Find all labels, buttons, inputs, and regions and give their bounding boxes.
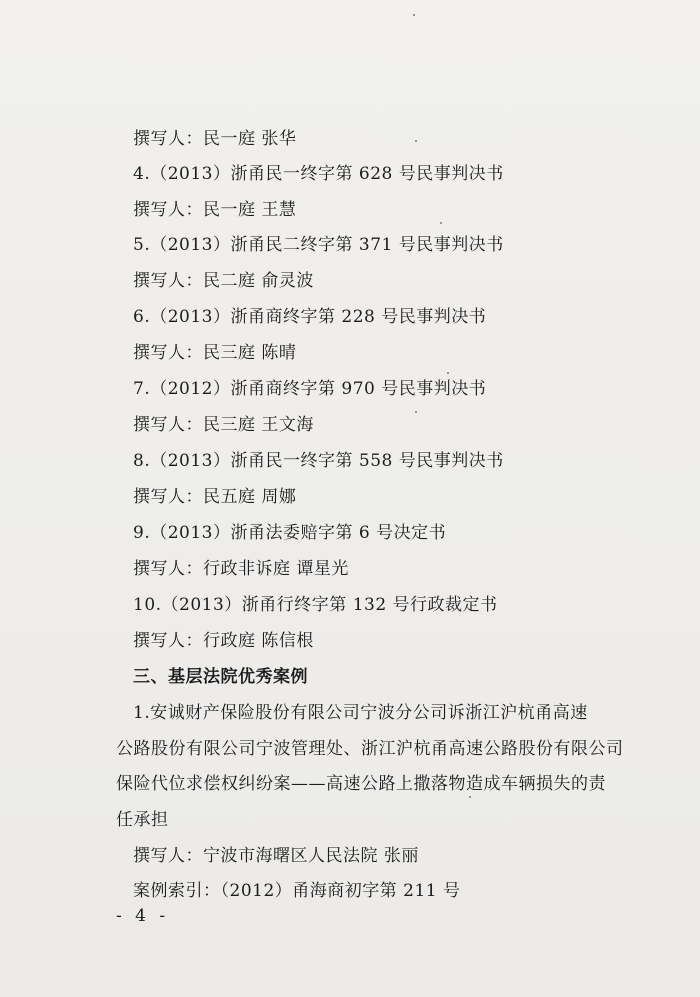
- judgment-title-4: 4.（2013）浙甬民一终字第 628 号民事判决书: [133, 164, 504, 184]
- author-line-4: 撰写人：民一庭 王慧: [133, 200, 297, 220]
- scan-speck: [440, 222, 442, 224]
- judgment-title-7: 7.（2012）浙甬商终字第 970 号民事判决书: [133, 379, 487, 399]
- scan-speck: [415, 411, 417, 413]
- scan-speck: [447, 372, 449, 374]
- ruling-title-10: 10.（2013）浙甬行终字第 132 号行政裁定书: [133, 595, 498, 615]
- author-line-10: 撰写人：行政庭 陈信根: [133, 631, 314, 651]
- case-index: 案例索引：（2012）甬海商初字第 211 号: [133, 881, 461, 901]
- case-title-line-3: 保险代位求偿权纠纷案——高速公路上撒落物造成车辆损失的责: [116, 774, 606, 794]
- author-line-7: 撰写人：民三庭 王文海: [133, 415, 314, 435]
- judgment-title-8: 8.（2013）浙甬民一终字第 558 号民事判决书: [133, 451, 504, 471]
- decision-title-9: 9.（2013）浙甬法委赔字第 6 号决定书: [133, 523, 447, 543]
- scan-speck: [415, 140, 417, 142]
- case-title-line-4: 任承担: [116, 810, 169, 830]
- scan-speck: [469, 796, 471, 798]
- case-title-line-2: 公路股份有限公司宁波管理处、浙江沪杭甬高速公路股份有限公司: [116, 739, 624, 759]
- author-line-6: 撰写人：民三庭 陈晴: [133, 343, 297, 363]
- judgment-title-5: 5.（2013）浙甬民二终字第 371 号民事判决书: [133, 235, 504, 255]
- section-heading: 三、基层法院优秀案例: [133, 667, 308, 687]
- author-line-9: 撰写人：行政非诉庭 谭星光: [133, 559, 349, 579]
- case-title-line-1: 1.安诚财产保险股份有限公司宁波分公司诉浙江沪杭甬高速: [133, 703, 588, 723]
- scan-speck: [413, 14, 415, 16]
- author-line-8: 撰写人：民五庭 周娜: [133, 487, 297, 507]
- judgment-title-6: 6.（2013）浙甬商终字第 228 号民事判决书: [133, 307, 487, 327]
- author-line-5: 撰写人：民二庭 俞灵波: [133, 271, 314, 291]
- page-number: - 4 -: [116, 906, 170, 926]
- case-author: 撰写人：宁波市海曙区人民法院 张丽: [133, 846, 419, 866]
- author-line-1: 撰写人：民一庭 张华: [133, 129, 297, 149]
